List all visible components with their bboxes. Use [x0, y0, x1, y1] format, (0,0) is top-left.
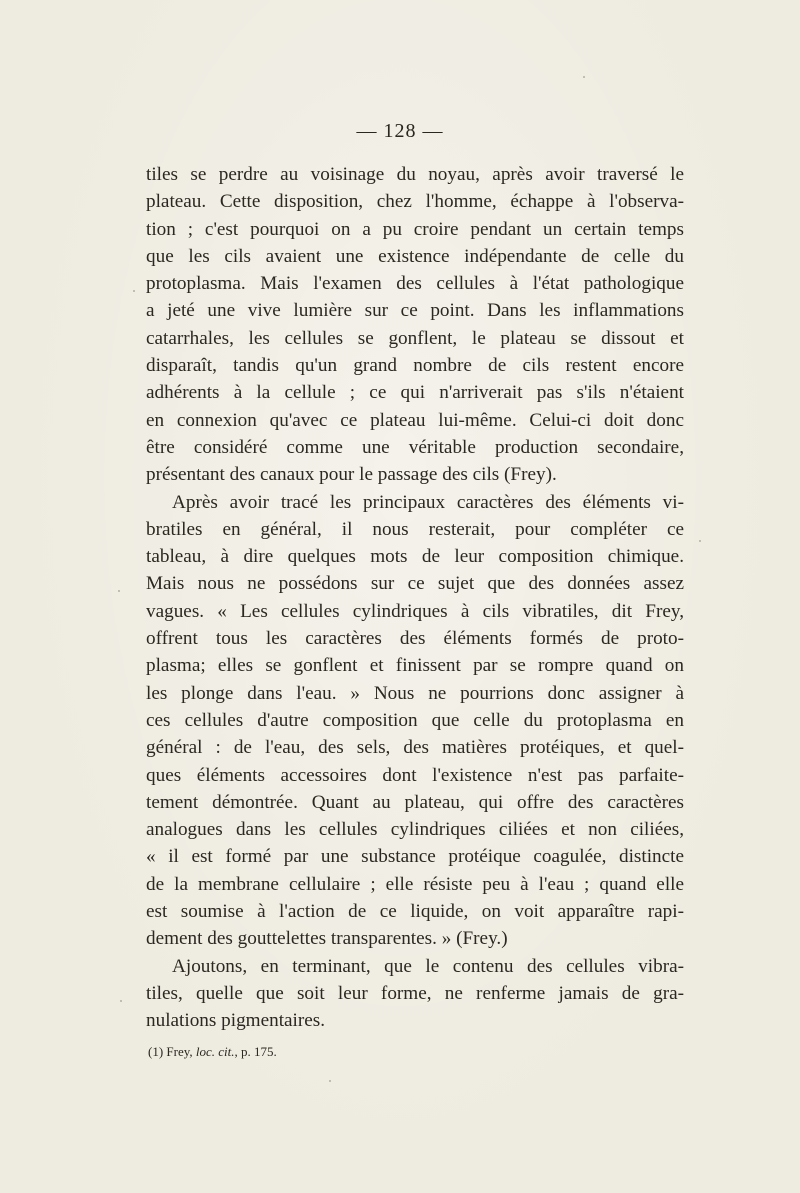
text-line: vagues. « Les cellules cylindriques à cils vibratiles, dit Frey,	[146, 600, 684, 622]
text-line: présentant des canaux pour le passage des cils (Frey).	[146, 464, 557, 486]
paper-speck	[120, 1000, 122, 1002]
footnote	[148, 1044, 277, 1060]
text-line: nulations pigmentaires.	[146, 1010, 326, 1032]
paper-speck	[583, 76, 585, 78]
text-line: bratiles en général, il nous resterait, pour compléter ce	[146, 518, 684, 540]
text-line: que les cils avaient une existence indépendante de celle du	[146, 245, 684, 267]
page-number: — 128 —	[356, 120, 444, 142]
text-line: être considéré comme une véritable production secondaire,	[146, 436, 684, 458]
text-line: tiles, quelle que soit leur forme, ne renferme jamais de gra-	[146, 982, 684, 1004]
text-line: tement démontrée. Quant au plateau, qui offre des caractères	[146, 791, 684, 813]
text-line: analogues dans les cellules cylindriques ciliées et non ciliées,	[146, 819, 684, 841]
text-line: tableau, à dire quelques mots de leur composition chimique.	[146, 546, 684, 568]
text-line: plasma; elles se gonflent et finissent par se rompre quand on	[146, 655, 684, 677]
paper-speck	[118, 590, 120, 592]
paper-speck	[329, 1080, 331, 1082]
text-line: plateau. Cette disposition, chez l'homme, échappe à l'observa-	[146, 191, 684, 213]
body-text	[146, 161, 684, 1035]
text-line: est soumise à l'action de ce liquide, on voit apparaître rapi-	[146, 901, 684, 923]
text-line: adhérents à la cellule ; ce qui n'arriverait pas s'ils n'étaient	[146, 382, 684, 404]
text-line: protoplasma. Mais l'examen des cellules à l'état pathologique	[146, 273, 684, 295]
text-line: Après avoir tracé les principaux caractères des éléments vi-	[172, 491, 684, 513]
text-line: de la membrane cellulaire ; elle résiste peu à l'eau ; quand elle	[146, 873, 684, 895]
text-line: tiles se perdre au voisinage du noyau, après avoir traversé le	[146, 164, 684, 185]
text-line: général : de l'eau, des sels, des matières protéiques, et quel-	[146, 737, 684, 759]
text-line: dement des gouttelettes transparentes. » (Frey.)	[146, 928, 508, 950]
text-line: offrent tous les caractères des éléments formés de proto-	[146, 628, 684, 650]
footnote-italic: loc. cit.	[195, 1044, 235, 1059]
text-line: les plonge dans l'eau. » Nous ne pourrions donc assigner à	[146, 682, 684, 704]
paper-speck	[133, 290, 135, 292]
text-line: ces cellules d'autre composition que celle du protoplasma en	[146, 709, 684, 731]
text-line: disparaît, tandis qu'un grand nombre de cils restent encore	[146, 355, 684, 377]
text-line: en connexion qu'avec ce plateau lui-même. Celui-ci doit donc	[146, 409, 684, 431]
text-line: a jeté une vive lumière sur ce point. Dans les inflammations	[146, 300, 684, 322]
footnote-marker: (1) Frey,	[148, 1044, 196, 1059]
text-line: Mais nous ne possédons sur ce sujet que des données assez	[146, 573, 684, 595]
footnote-rest: , p. 175.	[234, 1044, 277, 1059]
text-line: catarrhales, les cellules se gonflent, le plateau se dissout et	[146, 327, 684, 349]
text-line: ques éléments accessoires dont l'existence n'est pas parfaite-	[146, 764, 684, 786]
paper-speck	[699, 540, 701, 542]
text-line: Ajoutons, en terminant, que le contenu des cellules vibra-	[172, 955, 684, 977]
text-line: tion ; c'est pourquoi on a pu croire pendant un certain temps	[146, 218, 684, 240]
text-line: « il est formé par une substance protéique coagulée, distincte	[146, 846, 684, 868]
